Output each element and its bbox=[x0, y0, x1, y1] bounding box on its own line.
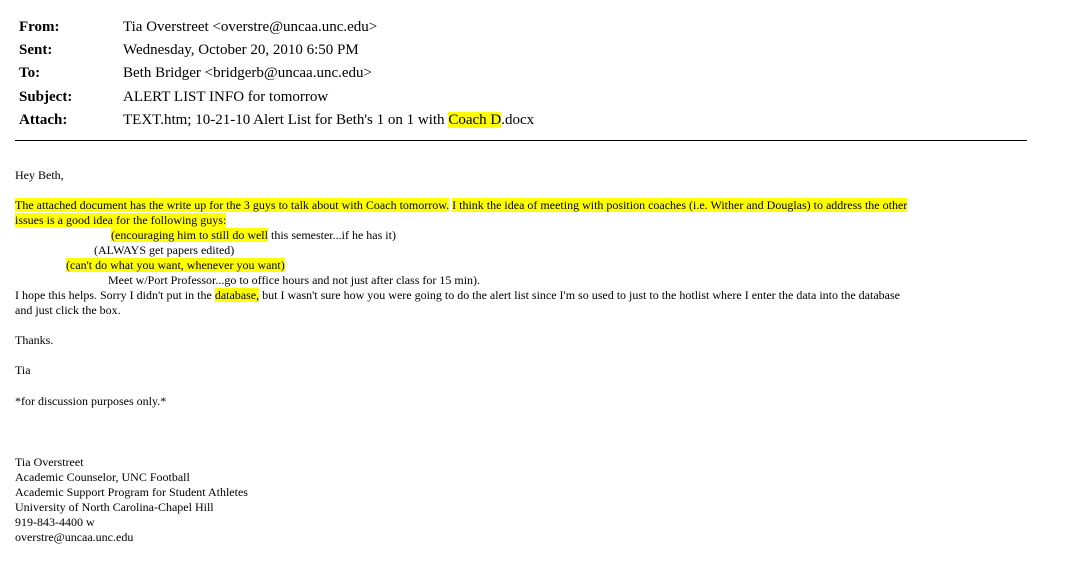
list-item bbox=[111, 228, 396, 243]
highlight-text: The attached document has the write up for the 3 guys to talk about with Coach tomorrow. bbox=[15, 198, 450, 212]
text: I hope this helps. Sorry I didn't put in the bbox=[15, 288, 215, 302]
list-item bbox=[66, 258, 285, 273]
paragraph2-line1 bbox=[15, 288, 900, 303]
attach-highlight: Coach D bbox=[448, 112, 502, 128]
highlight-text: issues is a good idea for the following guys: bbox=[15, 213, 227, 227]
paragraph1-line1 bbox=[15, 198, 907, 213]
paragraph1-line2 bbox=[15, 213, 226, 228]
signature-university: University of North Carolina-Chapel Hill bbox=[15, 500, 214, 514]
signature-title: Academic Counselor, UNC Football bbox=[15, 470, 190, 484]
signature-email[interactable]: overstre@uncaa.unc.edu bbox=[15, 530, 134, 544]
subject-value: ALERT LIST INFO for tomorrow bbox=[123, 89, 329, 105]
from-value: Tia Overstreet <overstre@uncaa.unc.edu> bbox=[123, 19, 378, 35]
to-label: To: bbox=[19, 65, 41, 81]
highlight-text: (encouraging him to still do well bbox=[111, 228, 268, 242]
from-label: From: bbox=[19, 19, 60, 35]
attach-suffix: .docx bbox=[501, 112, 535, 128]
signature-phone: 919-843-4400 w bbox=[15, 515, 95, 529]
paragraph2-line2: and just click the box. bbox=[15, 303, 121, 317]
sender-first-name: Tia bbox=[15, 363, 31, 377]
to-value: Beth Bridger <bridgerb@uncaa.unc.edu> bbox=[123, 65, 372, 81]
disclaimer: *for discussion purposes only.* bbox=[15, 394, 167, 408]
attachments-list[interactable] bbox=[123, 109, 534, 131]
attach-prefix: TEXT.htm; 10-21-10 Alert List for Beth's 1 on 1 with bbox=[123, 112, 449, 128]
item-text: this semester...if he has it) bbox=[267, 228, 396, 242]
signature-name: Tia Overstreet bbox=[15, 455, 84, 469]
subject-label: Subject: bbox=[19, 89, 73, 105]
text: but I wasn't sure how you were going to do the alert list since I'm so used to just to the hotlist where I enter the data into the database bbox=[259, 288, 900, 302]
list-item: (ALWAYS get papers edited) bbox=[94, 243, 235, 257]
list-item: Meet w/Port Professor...go to office hours and not just after class for 15 min). bbox=[108, 273, 481, 287]
thanks: Thanks. bbox=[15, 333, 54, 347]
sent-label: Sent: bbox=[19, 42, 53, 58]
highlight-text: (can't do what you want, whenever you want) bbox=[66, 258, 285, 272]
greeting: Hey Beth, bbox=[15, 168, 64, 182]
header-divider bbox=[15, 140, 1027, 141]
highlight-text: database, bbox=[214, 288, 260, 302]
highlight-text: I think the idea of meeting with position coaches (i.e. Wither and Douglas) to address the other bbox=[452, 198, 908, 212]
attach-label: Attach: bbox=[19, 112, 68, 128]
signature-program: Academic Support Program for Student Athletes bbox=[15, 485, 248, 499]
sent-value: Wednesday, October 20, 2010 6:50 PM bbox=[123, 42, 359, 58]
